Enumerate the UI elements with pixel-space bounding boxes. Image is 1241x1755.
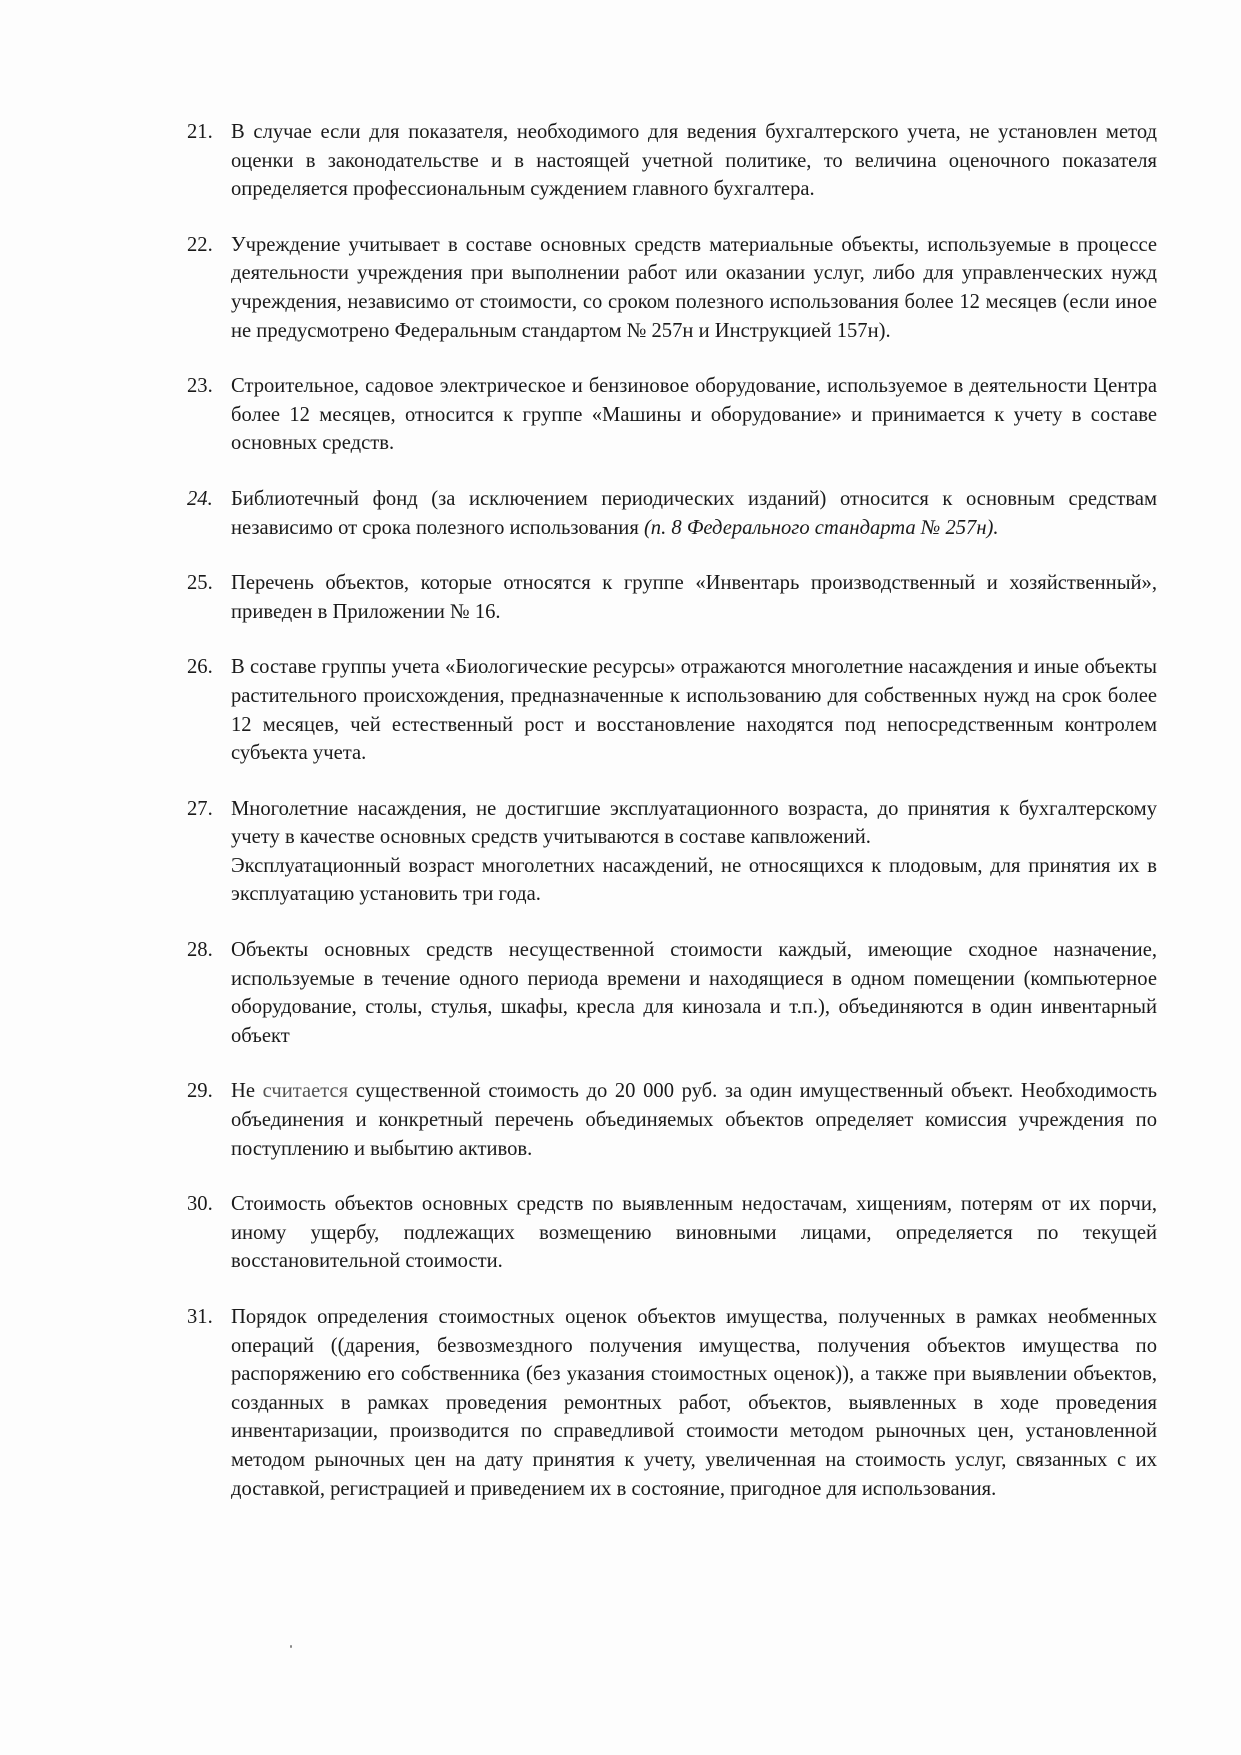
- clause-number: 25.: [187, 572, 213, 595]
- clause-number: 27.: [187, 797, 213, 820]
- clause-text: Стоимость объектов основных средств по выявленным недостачам, хищениям, потерям от их порчи, иному ущербу, подлежащих возмещению виновными лицами, определяется по текущей восстановительной стоимости.: [231, 1193, 1157, 1273]
- clause-text: Перечень объектов, которые относятся к группе «Инвентарь производственный и хозяйственный», приведен в Приложении № 16.: [231, 572, 1157, 623]
- clause-text: существенной стоимость до 20 000 руб. за один имущественный объект. Необходимость объединения и конкретный перечень объединяемых объектов определяет комиссия учреждения по поступлению и выбытию активов.: [231, 1080, 1157, 1160]
- clause-27: [187, 795, 1157, 909]
- clause-faint-word: считается: [262, 1080, 349, 1103]
- clause-number: 29.: [187, 1080, 213, 1103]
- clause-24: [187, 485, 1157, 542]
- clause-number: 28.: [187, 939, 213, 962]
- clause-number: 30.: [187, 1193, 213, 1216]
- clause-number: 26.: [187, 656, 213, 679]
- clause-number: 22.: [187, 233, 213, 256]
- clause-29: [187, 1077, 1157, 1163]
- clause-number: 23.: [187, 375, 213, 398]
- clause-21: [187, 118, 1157, 204]
- clause-reference: (п. 8 Федерального стандарта № 257н).: [643, 516, 999, 539]
- clause-31: [187, 1303, 1157, 1503]
- clause-number: 31.: [187, 1306, 213, 1328]
- clause-26: [187, 653, 1157, 767]
- clause-text: Порядок определения стоимостных оценок объектов имущества, полученных в рамках необменных операций ((дарения, безвозмездного получения имущества, получения объектов имущества по распоряжению его собственника (без указания стоимостных оценок)), а также при выявлении объектов, созданных в рамках проведения ремонтных работ, объектов, выявленных в ходе проведения инвентаризации, производится по справедливой стоимости методом рыночных цен, установленной методом рыночных цен на дату принятия к учету, увеличенная на стоимость услуг, связанных с их доставкой, регистрацией и приведением их в состояние, пригодное для использования.: [231, 1306, 1157, 1500]
- clause-text: Объекты основных средств несущественной стоимости каждый, имеющие сходное назначение, используемые в течение одного периода времени и находящиеся в одном помещении (компьютерное оборудование, столы, стулья, шкафы, кресла для кинозала и т.п.), объединяются в один инвентарный объект: [231, 939, 1157, 1047]
- clause-text: Библиотечный фонд (за исключением периодических изданий) относится к основным средствам независимо от срока полезного использования: [231, 487, 1157, 539]
- clause-30: [187, 1190, 1157, 1276]
- document-body: [187, 118, 1157, 1530]
- clause-text: Многолетние насаждения, не достигшие эксплуатационного возраста, до принятия к бухгалтерскому учету в качестве основных средств учитываются в составе капвложений.: [231, 797, 1157, 849]
- clause-number: 21.: [187, 121, 213, 143]
- clause-lead: Не: [231, 1080, 263, 1103]
- clause-text: Строительное, садовое электрическое и бензиновое оборудование, используемое в деятельности Центра более 12 месяцев, относится к группе «Машины и оборудование» и принимается к учету в составе основных средств.: [231, 375, 1157, 455]
- clause-25: [187, 569, 1157, 626]
- clause-text: В составе группы учета «Биологические ресурсы» отражаются многолетние насаждения и иные объекты растительного происхождения, предназначенные к использованию для собственных нужд на срок более 12 месяцев, чей естественный рост и восстановление находятся под непосредственным контролем субъекта учета.: [231, 656, 1157, 765]
- clause-23: [187, 372, 1157, 458]
- clause-22: [187, 231, 1157, 345]
- clause-28: [187, 936, 1157, 1050]
- clause-text-continued: Эксплуатационный возраст многолетних насаждений, не относящихся к плодовым, для принятия их в эксплуатацию установить три года.: [231, 854, 1157, 906]
- clause-number: 24.: [187, 487, 213, 510]
- clause-text: В случае если для показателя, необходимого для ведения бухгалтерского учета, не установлен метод оценки в законодательстве и в настоящей учетной политике, то величина оценочного показателя определяется профессиональным суждением главного бухгалтера.: [231, 121, 1157, 201]
- clause-text: Учреждение учитывает в составе основных средств материальные объекты, используемые в процессе деятельности учреждения при выполнении работ или оказании услуг, либо для управленческих нужд учреждения, независимо от стоимости, со сроком полезного использования более 12 месяцев (если иное не предусмотрено Федеральным стандартом № 257н и Инструкцией 157н).: [231, 233, 1157, 342]
- scan-speck: [290, 1645, 292, 1648]
